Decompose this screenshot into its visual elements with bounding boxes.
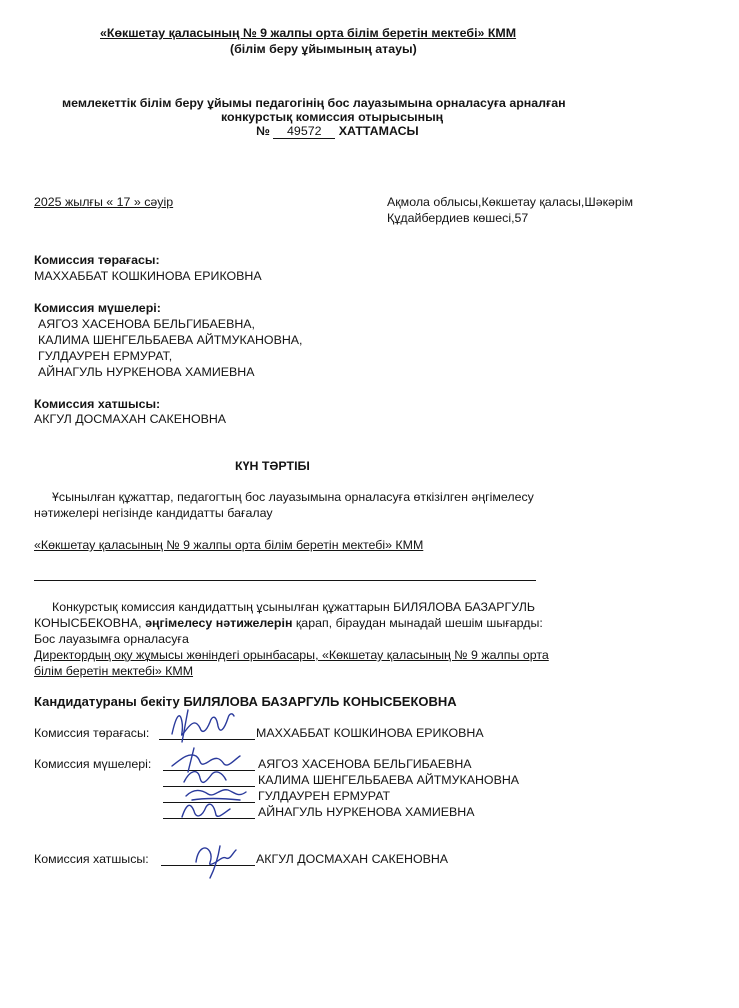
protocol-number: 49572 <box>273 125 335 139</box>
decision-position-cont: білім беретін мектебі» КММ <box>34 664 194 678</box>
place-line-2: Құдайбердиев көшесі,57 <box>387 211 529 225</box>
decision-position: Директордың оқу жұмысы жөніндегі орынбасары, «Көкшетау қаласының № 9 жалпы орта <box>34 648 549 662</box>
number-prefix: № <box>256 124 270 138</box>
sign-secretary-name: АКГУЛ ДОСМАХАН САКЕНОВНА <box>256 852 449 866</box>
title-line-2: конкурстық комиссия отырысының <box>221 110 444 124</box>
sign-member-name: ГУЛДАУРЕН ЕРМУРАТ <box>258 789 391 803</box>
secretary-name: АКГУЛ ДОСМАХАН САКЕНОВНА <box>34 412 227 426</box>
sign-member-name: КАЛИМА ШЕНГЕЛЬБАЕВА АЙТМУКАНОВНА <box>258 773 520 787</box>
organization-caption: (білім беру ұйымының атауы) <box>230 42 417 56</box>
secretary-signature <box>186 836 242 882</box>
agenda-text-line-1: Ұсынылған құжаттар, педагогтың бос лауазымына орналасуға өткізілген әңгімелесу <box>52 490 534 504</box>
title-line-1: мемлекеттік білім беру ұйымы педагогінің бос лауазымына орналасуға арналған <box>62 96 566 110</box>
chair-signature <box>166 704 240 746</box>
protocol-number-line <box>256 124 419 139</box>
document-title: ХАТТАМАСЫ <box>338 124 419 138</box>
member-signature <box>176 795 236 823</box>
agenda-title: КҮН ТӘРТІБІ <box>235 459 310 473</box>
chair-label: Комиссия төрағасы: <box>34 253 160 267</box>
agenda-text-line-2: нәтижелері негізінде кандидатты бағалау <box>34 506 273 520</box>
sign-member-name: АЯГОЗ ХАСЕНОВА БЕЛЬГИБАЕВНА <box>258 757 472 771</box>
sign-members-label: Комиссия мүшелері: <box>34 757 152 771</box>
approved-candidate: БИЛЯЛОВА БАЗАРГУЛЬ КОНЫСБЕКОВНА <box>183 694 457 709</box>
chair-name: МАХХАББАТ КОШКИНОВА ЕРИКОВНА <box>34 269 262 283</box>
sign-chair-label: Комиссия төрағасы: <box>34 726 150 740</box>
decision-text: қарап, біраудан мынадай шешім шығарды: <box>292 616 543 630</box>
member-name: АЯГОЗ ХАСЕНОВА БЕЛЬГИБАЕВНА, <box>38 317 255 331</box>
sign-secretary-label: Комиссия хатшысы: <box>34 852 149 866</box>
decision-bold-text: әңгімелесу нәтижелерін <box>145 616 293 630</box>
member-name: АЙНАГУЛЬ НУРКЕНОВА ХАМИЕВНА <box>38 365 255 379</box>
blank-line <box>34 580 536 581</box>
sign-member-name: АЙНАГУЛЬ НУРКЕНОВА ХАМИЕВНА <box>258 805 475 819</box>
agenda-organization: «Көкшетау қаласының № 9 жалпы орта білім беретін мектебі» КММ <box>34 538 424 552</box>
approval-line <box>34 694 457 709</box>
organization-name: «Көкшетау қаласының № 9 жалпы орта білім беретін мектебі» КММ <box>100 26 517 40</box>
place-line-1: Ақмола облысы,Көкшетау қаласы,Шәкәрім <box>387 195 634 209</box>
members-label: Комиссия мүшелері: <box>34 301 161 315</box>
decision-line-3: Бос лауазымға орналасуға <box>34 632 189 646</box>
sign-chair-name: МАХХАББАТ КОШКИНОВА ЕРИКОВНА <box>256 726 484 740</box>
decision-line-2 <box>34 616 543 630</box>
secretary-label: Комиссия хатшысы: <box>34 397 161 411</box>
approval-label: Кандидатураны бекіту <box>34 694 180 709</box>
decision-line-1: Конкурстық комиссия кандидаттың ұсынылған құжаттарын БИЛЯЛОВА БАЗАРГУЛЬ <box>52 600 535 614</box>
protocol-date: 2025 жылғы « 17 » сәуір <box>34 195 174 209</box>
member-name: КАЛИМА ШЕНГЕЛЬБАЕВА АЙТМУКАНОВНА, <box>38 333 303 347</box>
member-name: ГУЛДАУРЕН ЕРМУРАТ, <box>38 349 173 363</box>
decision-text: КОНЫСБЕКОВНА, <box>34 616 146 630</box>
